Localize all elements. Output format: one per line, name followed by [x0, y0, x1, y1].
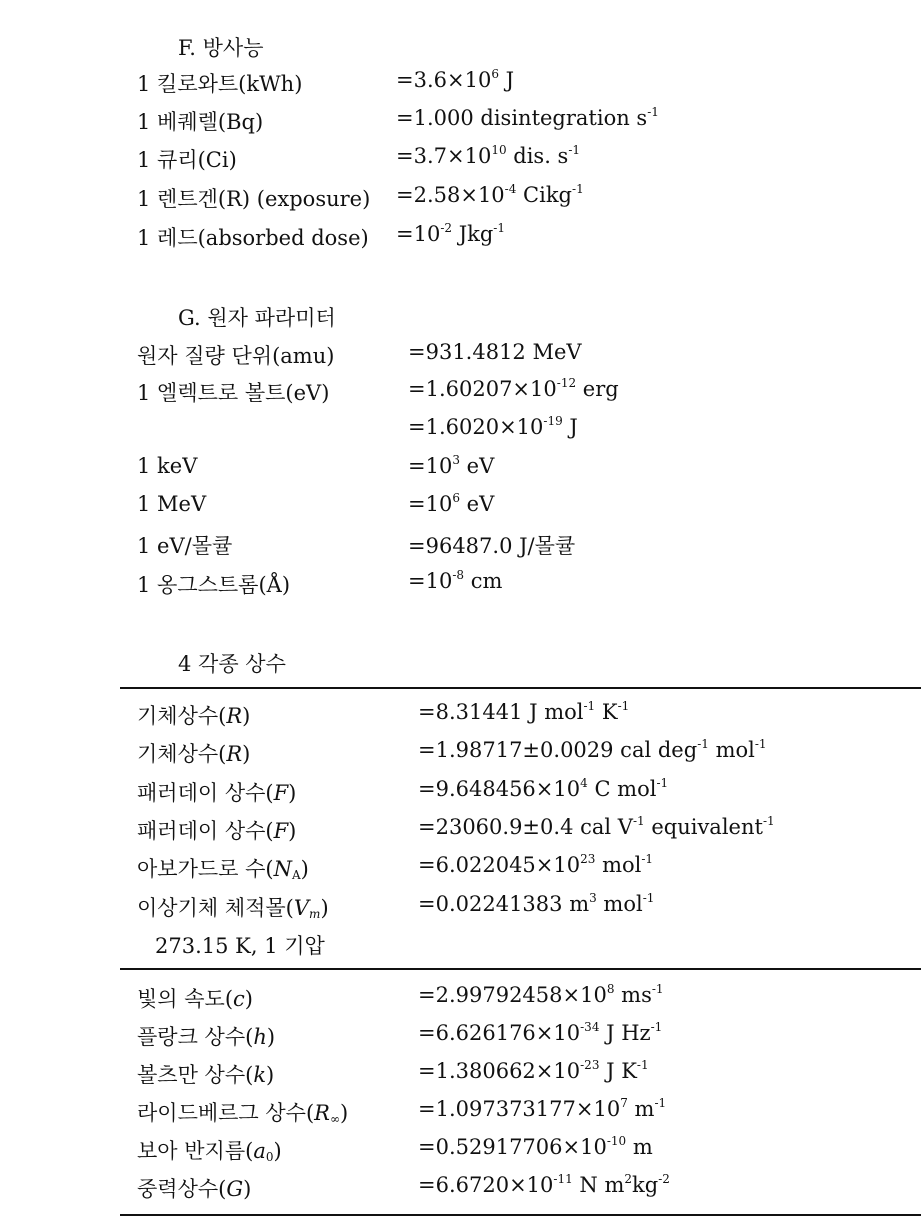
row-name: 1 킬로와트(kWh): [137, 72, 303, 96]
row-name: 패러데이 상수(F): [137, 819, 297, 843]
row-name: 1 렌트겐(R) (exposure): [137, 187, 371, 211]
row-value: $=2.99792458\times 10^8$ $ms^{-1}$: [418, 982, 664, 1007]
row-value: $=3.7\times 10^{10}$ dis. $s^{-1}$: [396, 143, 581, 168]
row-value: $=10^3$ eV: [408, 453, 495, 478]
row-value: $=10^6$ eV: [408, 491, 495, 516]
row-value: =931.4812 MeV: [408, 340, 582, 364]
row-name: 1 베퀘렐(Bq): [137, 110, 264, 134]
row-value: $=1.60207\times 10^{-12}$ erg: [408, 376, 619, 401]
table-bottom-rule: [120, 1214, 921, 1216]
section-g-title: G. 원자 파라미터: [178, 306, 336, 330]
row-name: 1 MeV: [137, 492, 207, 516]
row-value: $=3.6\times 10^6$ J: [396, 67, 515, 92]
section-f-title: F. 방사능: [178, 36, 264, 60]
row-name: 1 keV: [137, 454, 198, 478]
row-value: =96487.0 J/몰큘: [408, 534, 576, 558]
table-mid-rule: [120, 968, 921, 970]
row-name: 1 큐리(Ci): [137, 148, 237, 172]
row-name: 1 레드(absorbed dose): [137, 226, 369, 250]
row-value: $=0.52917706\times 10^{-10}$ m: [418, 1134, 653, 1159]
row-value: =23060.9±0.4 cal $V^{-1}$ equivalent$^{-1}$: [418, 814, 775, 839]
row-name: 플랑크 상수(h): [137, 1025, 276, 1049]
row-name: 빛의 속도(c): [137, 987, 253, 1011]
row-value: $=10^{-8}$ cm: [408, 568, 503, 593]
row-name: 1 엘렉트로 볼트(eV): [137, 381, 330, 405]
row-name: 아보가드로 수$(N_A)$: [137, 857, 309, 882]
row-value: $=2.58\times 10^{-4}$ Cikg$^{-1}$: [396, 182, 584, 207]
row-value: $=1.380662\times 10^{-23}$ J $K^{-1}$: [418, 1058, 649, 1083]
row-name: 1 옹그스트롬(Å): [137, 573, 291, 597]
row-value: $=6.6720\times 10^{-11}$ N $m^2kg^{-2}$: [418, 1172, 670, 1197]
row-value: $=1.097373177\times 10^7$ $m^{-1}$: [418, 1096, 667, 1121]
row-value: =1.98717±0.0029 cal deg$^{-1}$ mol$^{-1}$: [418, 737, 767, 762]
row-value: =1.000 disintegration $s^{-1}$: [396, 105, 659, 130]
row-name: 1 eV/몰큘: [137, 534, 233, 558]
section-4-title: 4 각종 상수: [178, 652, 286, 676]
row-name: 이상기체 체적몰$(V_m)$: [137, 896, 329, 921]
row-name: 기체상수(R): [137, 704, 251, 728]
row-value: $=9.648456\times 10^4$ C mol$^{-1}$: [418, 776, 669, 801]
row-name: 기체상수(R): [137, 742, 251, 766]
row-value: $=6.626176\times 10^{-34}$ J $Hz^{-1}$: [418, 1020, 663, 1045]
table-top-rule: [120, 687, 921, 689]
row-name: 볼츠만 상수(k): [137, 1063, 275, 1087]
row-name: 중력상수(G): [137, 1177, 252, 1201]
row-name: 패러데이 상수(F): [137, 781, 297, 805]
row-value: $=10^{-2}$ Jkg$^{-1}$: [396, 221, 505, 246]
row-name: 라이드베르그 상수$(R_\infty)$: [137, 1101, 349, 1126]
row-value: =8.31441 J mol$^{-1}$ $K^{-1}$: [418, 699, 630, 724]
row-name: 보아 반지름$(a_0)$: [137, 1139, 282, 1164]
row-value: =0.02241383 $m^3$ mol$^{-1}$: [418, 891, 655, 916]
row-value: $=1.6020\times 10^{-19}$ J: [408, 414, 578, 439]
row-name: 원자 질량 단위(amu): [137, 344, 335, 368]
row-value: $=6.022045\times 10^{23}$ mol$^{-1}$: [418, 852, 654, 877]
row-name: 273.15 K, 1 기압: [155, 934, 325, 958]
